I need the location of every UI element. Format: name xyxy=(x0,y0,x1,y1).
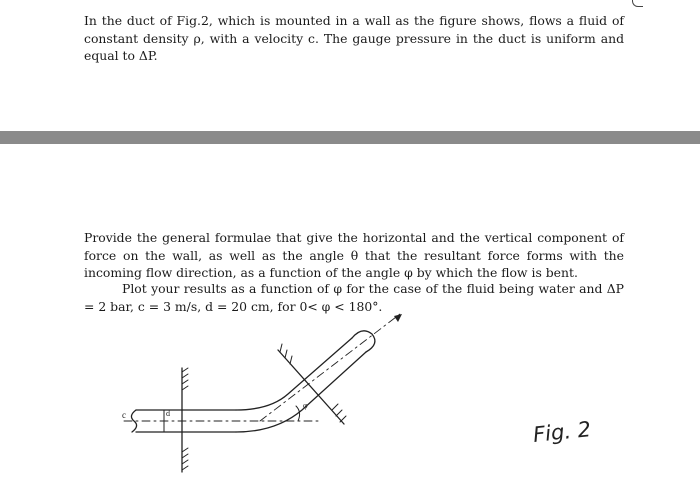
duct-diagram xyxy=(110,312,420,482)
problem-intro: In the duct of Fig.2, which is mounted in a wall as the figure shows, flows a fluid of constant density ρ, with a velocity c. The gauge pressure in the duct is uniform and equal to ΔP. xyxy=(84,13,624,63)
outlet-wall xyxy=(278,350,344,424)
section-divider xyxy=(0,131,700,144)
bend-lower-wall xyxy=(236,352,366,432)
outlet-centerline xyxy=(260,314,400,421)
cropped-mark xyxy=(632,0,643,7)
bend-upper-wall xyxy=(236,338,352,410)
diameter-label: d xyxy=(166,409,170,418)
problem-question: Provide the general formulae that give the horizontal and the vertical component of force on the wall, as well as the angle θ that the resultant force forms with the incoming flow direction, as a function of the angle φ by which the flow is bent. xyxy=(84,230,624,280)
velocity-label: c xyxy=(122,410,126,420)
figure-label: Fig. 2 xyxy=(531,417,593,447)
plot-instruction: Plot your results as a function of φ for the case of the fluid being water and ΔP = 2 bar, c = 3 m/s, d = 20 cm, for 0< φ < 180°. xyxy=(84,281,624,314)
angle-label: φ xyxy=(303,401,308,410)
